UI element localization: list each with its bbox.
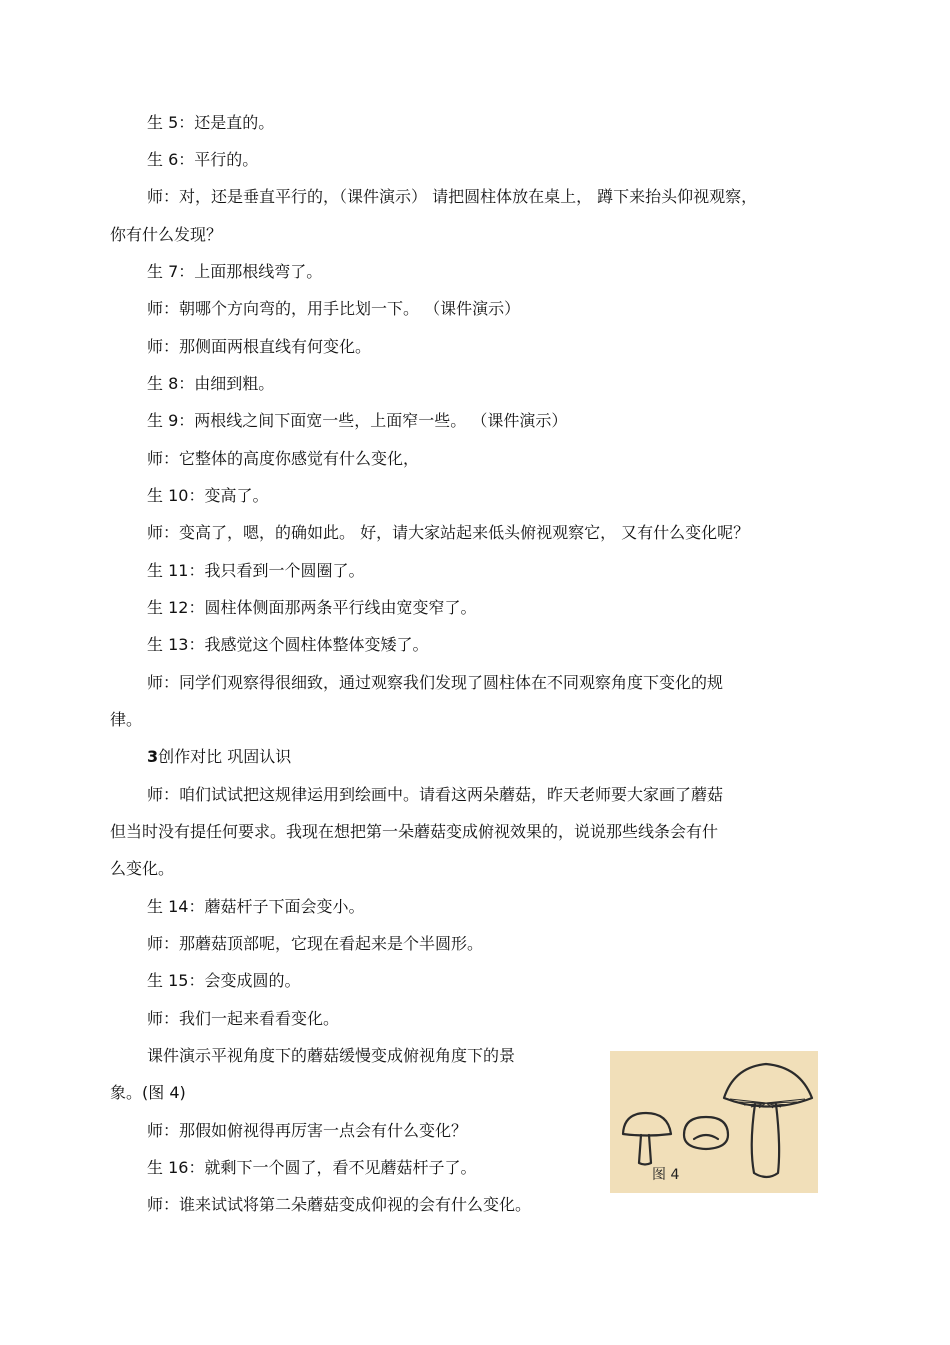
dialogue-line: 师：咱们试试把这规律运用到绘画中。请看这两朵蘑菇，昨天老师要大家画了蘑菇	[147, 785, 724, 804]
dialogue-line: 师：变高了，嗯，的确如此。 好，请大家站起来低头俯视观察它， 又有什么变化呢？	[147, 523, 750, 542]
dialogue-line: 生 12：圆柱体侧面那两条平行线由宽变窄了。	[147, 598, 477, 617]
figure-4	[610, 1051, 818, 1193]
section-title: 创作对比 巩固认识	[158, 747, 292, 766]
dialogue-line: 师：对，还是垂直平行的，（课件演示） 请把圆柱体放在桌上， 蹲下来抬头仰视观察，	[147, 187, 758, 206]
dialogue-line: 么变化。	[110, 859, 175, 878]
dialogue-line: 师：同学们观察得很细致，通过观察我们发现了圆柱体在不同观察角度下变化的规	[147, 673, 724, 692]
dialogue-line: 生 16：就剩下一个圆了，看不见蘑菇杆子了。	[147, 1158, 477, 1177]
section-number: 3	[147, 747, 159, 766]
dialogue-line: 师：它整体的高度你感觉有什么变化，	[147, 449, 420, 468]
dialogue-line: 生 13：我感觉这个圆柱体整体变矮了。	[147, 635, 429, 654]
dialogue-line: 象。(图 4)	[110, 1083, 186, 1102]
dialogue-line: 生 9：两根线之间下面宽一些，上面窄一些。 （课件演示）	[147, 411, 568, 430]
big-mushroom-stem	[752, 1104, 779, 1177]
section-heading	[147, 747, 291, 767]
dialogue-line: 师：那假如俯视得再厉害一点会有什么变化？	[147, 1121, 468, 1140]
dialogue-line: 但当时没有提任何要求。我现在想把第一朵蘑菇变成俯视效果的，说说那些线条会有什	[110, 822, 719, 841]
round-mushroom-gill	[694, 1135, 718, 1139]
small-mushroom-stem	[639, 1135, 651, 1165]
dialogue-line: 生 6：平行的。	[147, 150, 259, 169]
dialogue-line: 你有什么发现？	[110, 225, 223, 244]
dialogue-line: 课件演示平视角度下的蘑菇缓慢变成俯视角度下的景	[147, 1046, 516, 1065]
dialogue-line: 师：那侧面两根直线有何变化。	[147, 337, 372, 356]
dialogue-line: 生 5：还是直的。	[147, 113, 275, 132]
dialogue-line: 师：那蘑菇顶部呢，它现在看起来是个半圆形。	[147, 934, 484, 953]
dialogue-line: 师：我们一起来看看变化。	[147, 1009, 340, 1028]
dialogue-line: 生 15：会变成圆的。	[147, 971, 301, 990]
dialogue-line: 师：朝哪个方向弯的，用手比划一下。 （课件演示）	[147, 299, 521, 318]
dialogue-line: 生 14：蘑菇杆子下面会变小。	[147, 897, 365, 916]
dialogue-line: 生 7：上面那根线弯了。	[147, 262, 323, 281]
dialogue-line: 师：谁来试试将第二朵蘑菇变成仰视的会有什么变化。	[147, 1195, 532, 1214]
small-mushroom-cap	[623, 1113, 671, 1136]
mushroom-drawings-icon	[610, 1051, 818, 1193]
dialogue-line: 生 10：变高了。	[147, 486, 269, 505]
dialogue-line: 生 11：我只看到一个圆圈了。	[147, 561, 365, 580]
dialogue-line: 律。	[110, 710, 143, 729]
dialogue-line: 生 8：由细到粗。	[147, 374, 275, 393]
round-mushroom-cap	[684, 1117, 728, 1149]
figure-caption: 图 4	[652, 1167, 680, 1183]
